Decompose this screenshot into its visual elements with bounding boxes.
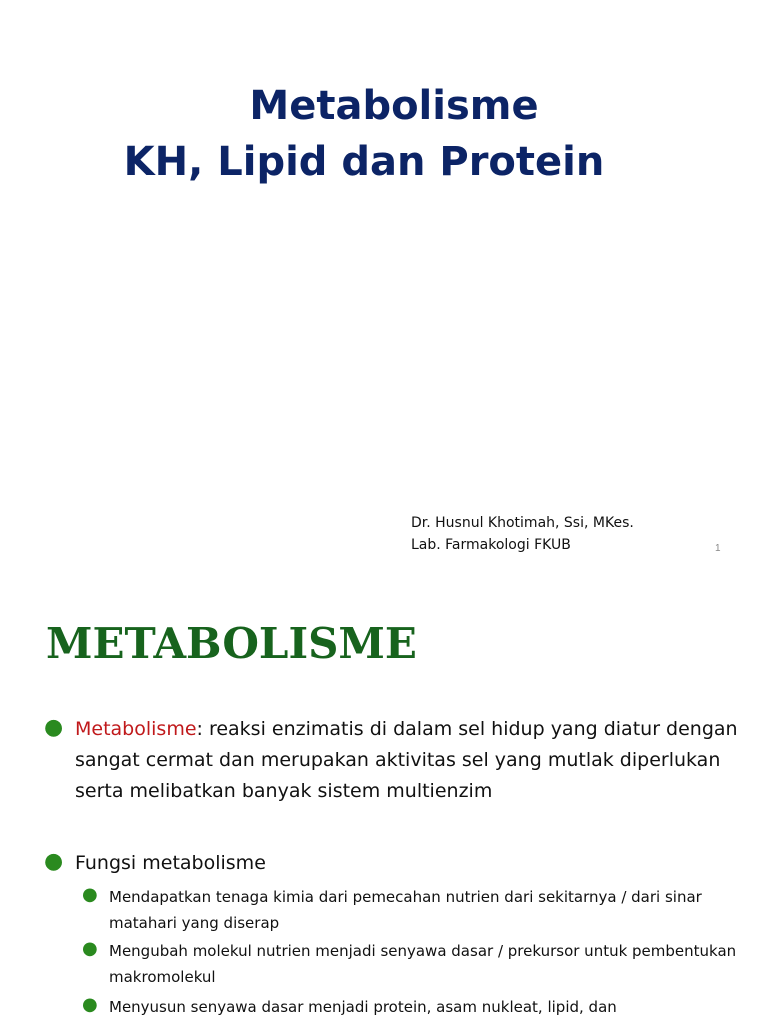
bullet-dot-icon: ● <box>44 849 64 874</box>
bullet-dot-icon: ● <box>44 715 64 740</box>
sub-bullet-dot-icon: ● <box>82 884 98 905</box>
slide-title-line-2: KH, Lipid dan Protein <box>123 139 605 185</box>
sub-bullet-item <box>82 938 742 990</box>
slide-heading: METABOLISME <box>46 619 417 668</box>
sub-bullet-text: Menyusun senyawa dasar menjadi protein, asam nukleat, lipid, dan <box>109 998 617 1016</box>
bullet-term: Metabolisme <box>75 718 197 740</box>
bullet-item-metabolisme <box>44 714 744 807</box>
bullet-definition: : reaksi enzimatis di dalam sel hidup yang diatur dengan sangat cermat dan merupakan aktivitas sel yang mutlak diperlukan serta melibatkan banyak sistem multienzim <box>75 718 738 802</box>
sub-bullet-dot-icon: ● <box>82 994 98 1015</box>
bullet-item-fungsi <box>44 848 744 879</box>
page-number: 1 <box>715 543 721 554</box>
bullet-text: Fungsi metabolisme <box>75 852 266 874</box>
slide-2 <box>0 590 768 1024</box>
author-affiliation: Lab. Farmakologi FKUB <box>411 537 571 553</box>
sub-bullet-item <box>82 994 742 1020</box>
sub-bullet-text: Mendapatkan tenaga kimia dari pemecahan nutrien dari sekitarnya / dari sinar matahari yang diserap <box>109 888 702 932</box>
sub-bullet-item <box>82 884 742 936</box>
bullet-text <box>75 714 744 807</box>
author-name: Dr. Husnul Khotimah, Ssi, MKes. <box>411 515 634 531</box>
sub-bullet-dot-icon: ● <box>82 938 98 959</box>
slide-title-line-1: Metabolisme <box>249 83 539 129</box>
sub-bullet-text: Mengubah molekul nutrien menjadi senyawa dasar / prekursor untuk pembentukan makromolekul <box>109 942 737 986</box>
